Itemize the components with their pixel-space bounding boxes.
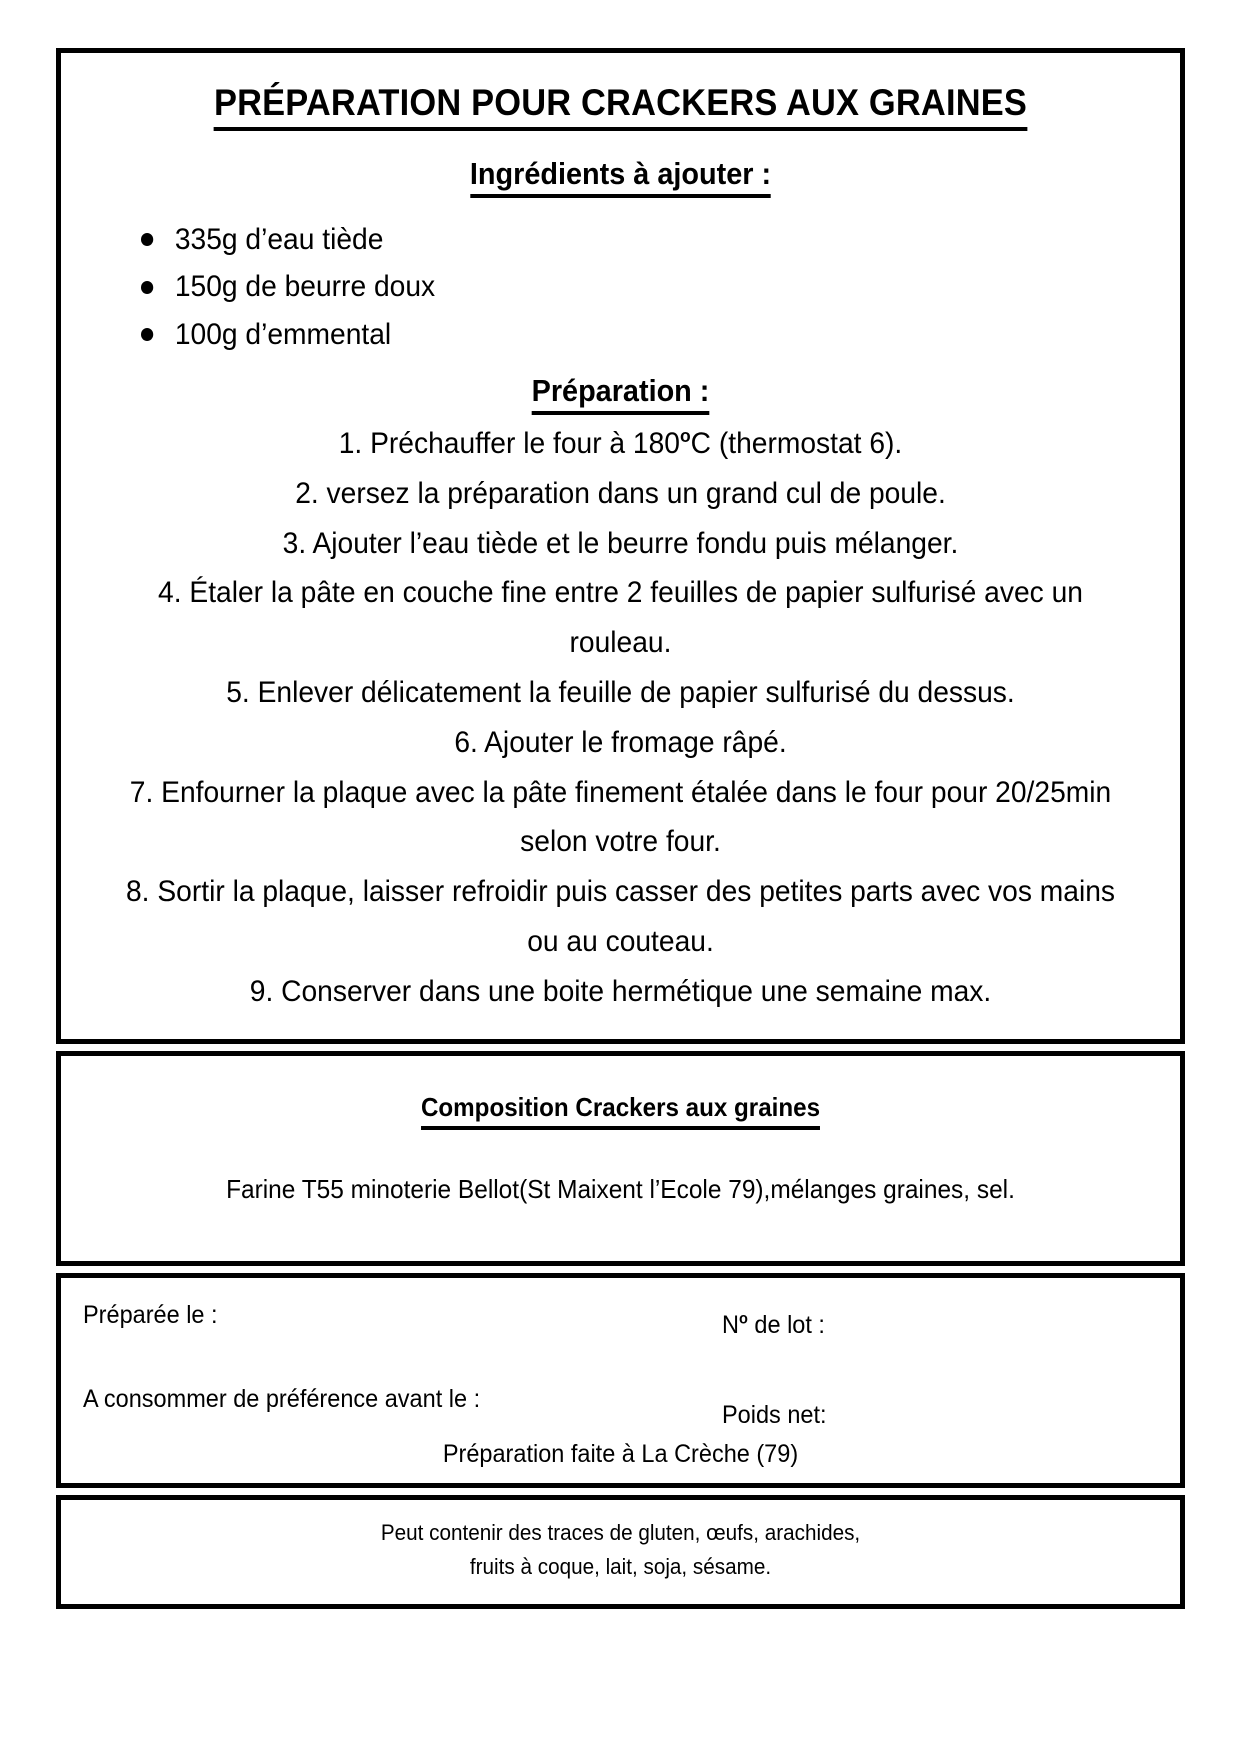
- ingredients-heading-text: Ingrédients à ajouter :: [470, 157, 771, 198]
- bullet-icon: [141, 328, 153, 341]
- allergen-line-1: Peut contenir des traces de gluten, œufs, arachides,: [380, 1519, 861, 1545]
- composition-panel: [56, 1051, 1185, 1266]
- list-item: [141, 216, 1101, 263]
- ingredients-heading: [117, 157, 1124, 198]
- lot-number-field[interactable]: [722, 1310, 1132, 1340]
- made-in-text: Préparation faite à La Crèche (79): [442, 1439, 799, 1468]
- info-grid: [83, 1294, 1158, 1430]
- list-item: 5. Enlever délicatement la feuille de papier sulfurisé du dessus.: [226, 676, 1015, 710]
- list-item: 6. Ajouter le fromage râpé.: [454, 725, 787, 759]
- list-item: 7. Enfourner la plaque avec la pâte finement étalée dans le four pour 20/25min selon votre four.: [129, 775, 1112, 859]
- preparation-heading-text: Préparation :: [532, 374, 710, 415]
- list-item: 9. Conserver dans une boite hermétique une semaine max.: [249, 974, 992, 1008]
- list-item: [141, 311, 1101, 358]
- lot-number-label-prefix: N: [721, 1310, 739, 1339]
- bullet-icon: [141, 233, 153, 246]
- list-item: 3. Ajouter l’eau tiède et le beurre fondu puis mélanger.: [282, 526, 959, 560]
- lot-number-label-suffix: de lot :: [747, 1310, 825, 1339]
- list-item: 2. versez la préparation dans un grand cul de poule.: [295, 476, 946, 510]
- preparation-steps-list: [79, 419, 1162, 1017]
- composition-heading-text: Composition Crackers aux graines: [421, 1092, 820, 1130]
- list-item: [141, 263, 1101, 310]
- page-title: [117, 83, 1124, 131]
- best-before-field[interactable]: A consommer de préférence avant le :: [83, 1384, 481, 1413]
- info-column-left: [83, 1294, 696, 1430]
- recipe-panel: [56, 48, 1185, 1044]
- composition-ingredients-text: Farine T55 minoterie Bellot(St Maixent l’Ecole 79),mélanges graines, sel.: [226, 1173, 1015, 1204]
- allergen-line-2: fruits à coque, lait, soja, sésame.: [469, 1553, 772, 1579]
- step-label-suffix: C (thermostat 6).: [690, 427, 903, 461]
- allergen-warning-panel: [56, 1495, 1185, 1609]
- degree-icon: o: [738, 1310, 748, 1328]
- preparation-heading: [117, 374, 1124, 415]
- list-item: 8. Sortir la plaque, laisser refroidir puis casser des petites parts avec vos mains ou au couteau.: [126, 875, 1115, 959]
- ingredient-label: 100g d’emmental: [174, 317, 392, 351]
- degree-icon: o: [679, 425, 691, 447]
- prepared-on-field[interactable]: Préparée le :: [83, 1300, 218, 1329]
- ingredient-label: 150g de beurre doux: [174, 270, 436, 304]
- info-column-right: [696, 1294, 1158, 1430]
- list-item: [111, 419, 1129, 469]
- label-info-panel: [56, 1273, 1185, 1488]
- net-weight-field[interactable]: Poids net:: [721, 1400, 827, 1429]
- ingredients-list: [79, 216, 1162, 358]
- ingredient-label: 335g d’eau tiède: [174, 222, 384, 256]
- list-item: 4. Étaler la pâte en couche fine entre 2 feuilles de papier sulfurisé avec un rouleau.: [158, 576, 1083, 660]
- composition-heading: [117, 1092, 1124, 1130]
- bullet-icon: [141, 281, 153, 294]
- step-label: 1. Préchauffer le four à 180: [338, 427, 680, 461]
- page-title-text: PRÉPARATION POUR CRACKERS AUX GRAINES: [214, 83, 1027, 131]
